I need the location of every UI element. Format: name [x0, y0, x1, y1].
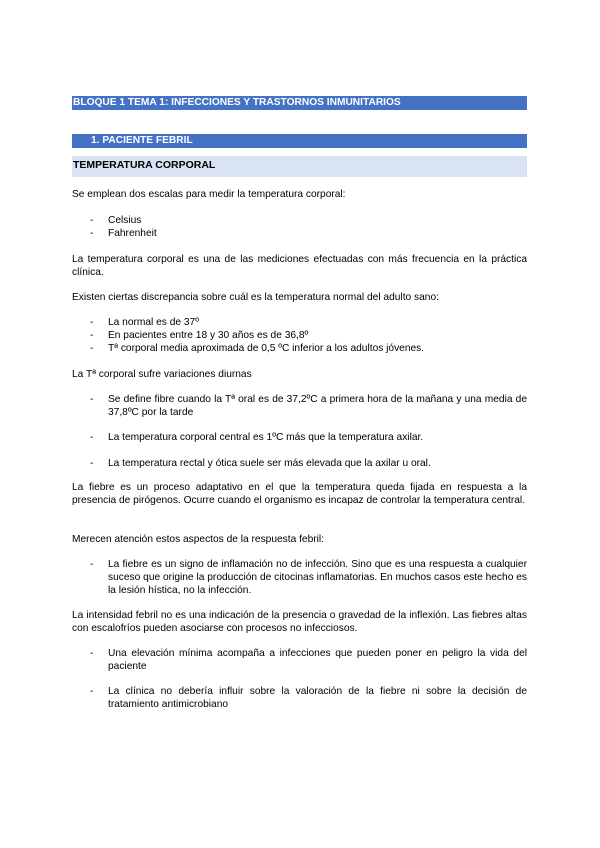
list-dash: - — [90, 317, 94, 328]
list-dash: - — [90, 432, 94, 443]
list-dash: - — [90, 394, 94, 405]
list-item-text: La normal es de 37º — [108, 317, 199, 328]
list-item-text: Se define fibre cuando la Tª oral es de 37,2ºC a primera hora de la mañana y una media de 37,8ºC por la tarde — [108, 394, 527, 419]
list-dash: - — [90, 215, 94, 226]
subsection-title: TEMPERATURA CORPORAL — [72, 156, 527, 177]
list-item-text: Una elevación mínima acompaña a infecciones que pueden poner en peligro la vida del paciente — [108, 648, 527, 673]
paragraph-frequency: La temperatura corporal es una de las mediciones efectuadas con más frecuencia en la práctica clínica. — [72, 254, 527, 279]
list-item-central-temp — [90, 431, 527, 444]
list-dash: - — [90, 343, 94, 354]
paragraph-attention: Merecen atención estos aspectos de la respuesta febril: — [72, 534, 325, 545]
list-dash: - — [90, 559, 94, 570]
list-item-rectal-temp — [90, 457, 527, 470]
list-item-fever-definition — [90, 393, 527, 419]
list-item-text: Tª corporal media aproximada de 0,5 ºC inferior a los adultos jóvenes. — [108, 343, 425, 354]
paragraph-scales: Se emplean dos escalas para medir la temperatura corporal: — [72, 189, 346, 200]
list-item-clinical — [90, 685, 527, 711]
list-item-18-30 — [90, 329, 527, 342]
list-item-text: Celsius — [108, 215, 142, 226]
list-item-text: La clínica no debería influir sobre la valoración de la fiebre ni sobre la decisión de tratamiento antimicrobiano — [108, 686, 527, 711]
list-dash: - — [90, 330, 94, 341]
list-item-text: Fahrenheit — [108, 228, 157, 239]
section-title: 1. PACIENTE FEBRIL — [72, 134, 527, 148]
list-item-text: La fiebre es un signo de inflamación no de infección. Sino que es una respuesta a cualquier suceso que origine la producción de citocinas inflamatorias. En muchos casos este hecho es la lesión hística, no la infección. — [108, 559, 527, 597]
list-item-minimal-elevation — [90, 647, 527, 673]
list-dash: - — [90, 686, 94, 697]
list-dash: - — [90, 458, 94, 469]
list-item-normal — [90, 316, 527, 329]
list-dash: - — [90, 228, 94, 239]
block-title: BLOQUE 1 TEMA 1: INFECCIONES Y TRASTORNOS INMUNITARIOS — [72, 96, 527, 110]
list-item-text: En pacientes entre 18 y 30 años es de 36,8º — [108, 330, 309, 341]
list-item-celsius — [90, 214, 527, 227]
list-item-fahrenheit — [90, 227, 527, 240]
paragraph-fever: La fiebre es un proceso adaptativo en el que la temperatura queda fijada en respuesta a la presencia de pirógenos. Ocurre cuando el organismo es incapaz de controlar la temperatura central. — [72, 482, 527, 507]
paragraph-discrepancy: Existen ciertas discrepancia sobre cuál es la temperatura normal del adulto sano: — [72, 292, 439, 303]
paragraph-intensity: La intensidad febril no es una indicación de la presencia o gravedad de la inflexión. Las fiebres altas con escalofríos pueden asociarse con procesos no infecciosos. — [72, 610, 527, 635]
list-item-mean — [90, 342, 527, 355]
paragraph-diurnal: La Tª corporal sufre variaciones diurnas — [72, 369, 252, 380]
list-item-text: La temperatura rectal y ótica suele ser más elevada que la axilar u oral. — [108, 458, 431, 469]
list-item-text: La temperatura corporal central es 1ºC más que la temperatura axilar. — [108, 432, 424, 443]
list-dash: - — [90, 648, 94, 659]
list-item-inflammation — [90, 558, 527, 598]
